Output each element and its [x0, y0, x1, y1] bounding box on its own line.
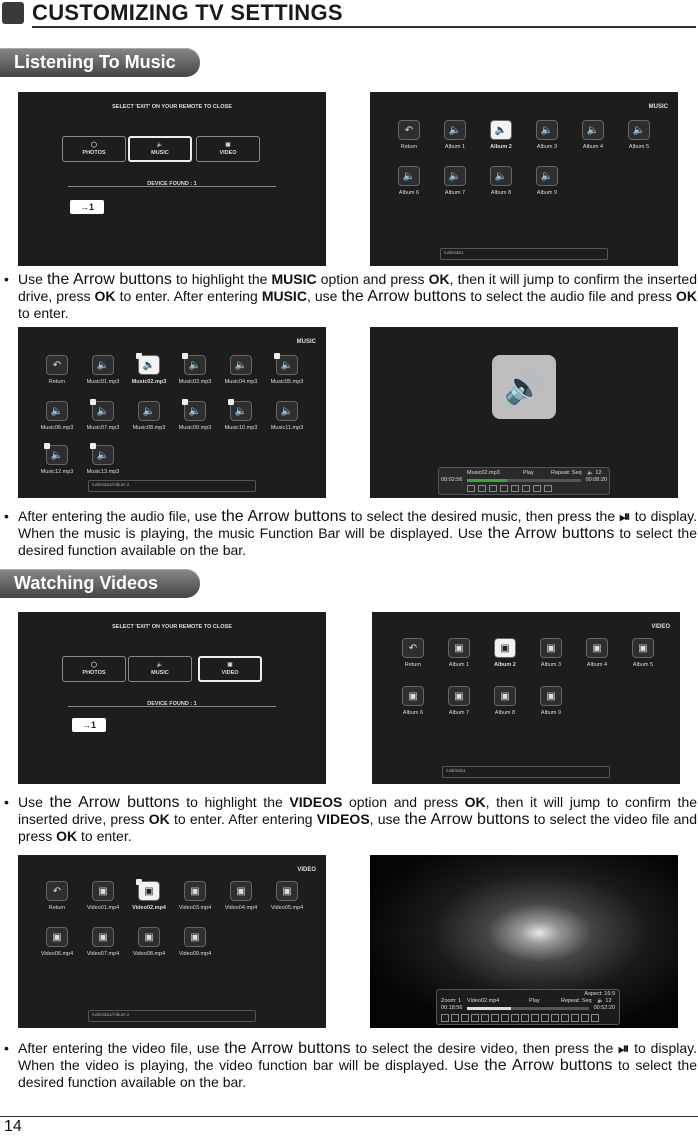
file-tile[interactable]: ▣	[184, 927, 206, 947]
album-label: Album 3	[536, 144, 558, 150]
text: OK	[148, 811, 170, 827]
file-label: Music08.mp3	[132, 425, 166, 431]
elapsed-time: 00:18:56	[441, 1005, 463, 1011]
volume: 🔈 12	[587, 470, 602, 476]
screen-album-grid-music	[370, 92, 678, 266]
usb-drive-icon[interactable]: → 1	[72, 718, 106, 732]
file-label: Music02.mp3	[131, 379, 167, 385]
volume: 🔈 12	[597, 998, 612, 1004]
text: the Arrow buttons	[341, 288, 467, 305]
file-tile[interactable]: 🔈	[230, 401, 252, 421]
text: After entering the audio file, use	[18, 508, 222, 524]
album-label: Album 3	[540, 662, 562, 668]
text: to enter. After entering	[169, 811, 317, 827]
check-icon	[90, 443, 96, 449]
album-label: Album 5	[628, 144, 650, 150]
screen-music-player	[370, 327, 678, 498]
file-label: Video07.mp4	[86, 951, 120, 957]
file-label: Video06.mp4	[40, 951, 74, 957]
progress-track[interactable]	[467, 479, 581, 482]
text: to select the desired music, then press the	[346, 508, 620, 524]
forward-button[interactable]	[511, 485, 519, 492]
device-found: DEVICE FOUND : 1	[147, 181, 197, 187]
album-7-tile[interactable]: 🔈	[444, 166, 466, 186]
footer-rule	[0, 1116, 698, 1117]
music-label: MUSIC	[151, 670, 169, 676]
screen-music-file-grid	[18, 327, 326, 498]
file-label: Music03.mp3	[178, 379, 212, 385]
bullet: •	[4, 508, 9, 524]
return-label: Return	[48, 379, 66, 385]
album-2-tile[interactable]: ▣	[494, 638, 516, 658]
album-label: Album 4	[582, 144, 604, 150]
text: to display. When the video is playing, the video function bar will be displayed. Use	[18, 1040, 698, 1073]
device-found: DEVICE FOUND : 1	[147, 701, 197, 707]
album-9-tile[interactable]: 🔈	[536, 166, 558, 186]
text: the Arrow buttons	[484, 1057, 613, 1074]
bullet: •	[4, 1040, 9, 1056]
page-title: CUSTOMIZING TV SETTINGS	[32, 0, 343, 25]
album-6-tile[interactable]: ▣	[402, 686, 424, 706]
album-2-tile[interactable]: 🔈	[490, 120, 512, 140]
file-tile[interactable]: 🔈	[276, 401, 298, 421]
total-time: 00:52:20	[593, 1005, 615, 1011]
exit-hint: SELECT 'EXIT' ON YOUR REMOTE TO CLOSE	[112, 624, 232, 630]
text: the Arrow buttons	[404, 811, 530, 828]
file-label: Music10.mp3	[224, 425, 258, 431]
file-label: Video08.mp4	[132, 951, 166, 957]
album-label: Album 5	[632, 662, 654, 668]
path-bar: /usb/sda1/Album 2	[88, 480, 256, 492]
page-header	[0, 0, 698, 28]
file-tile[interactable]: 🔈	[184, 401, 206, 421]
grid-header: VIDEO	[651, 624, 670, 630]
play-pause-icon: ⏯	[618, 1040, 630, 1056]
return-icon[interactable]: ↶	[46, 355, 68, 375]
music-label: MUSIC	[151, 150, 169, 156]
next-button[interactable]	[491, 1014, 499, 1022]
bullet: •	[4, 271, 9, 287]
screen-source-menu-video	[18, 612, 326, 784]
text: option and press	[342, 794, 465, 810]
progress-fill	[467, 1007, 511, 1010]
text: the Arrow buttons	[49, 794, 180, 811]
page-number: 14	[4, 1118, 22, 1135]
zoom-button[interactable]	[541, 1014, 549, 1022]
music-option[interactable]	[128, 136, 192, 162]
music-option[interactable]	[128, 656, 192, 682]
text: OK	[56, 828, 78, 844]
now-playing-file: Video02.mp4	[467, 998, 500, 1004]
repeat-mode: Repeat: Seq	[561, 998, 592, 1004]
aspect-button[interactable]	[551, 1014, 559, 1022]
paragraph-video-select	[4, 794, 698, 844]
file-label: Music12.mp3	[40, 469, 74, 475]
check-icon	[136, 879, 142, 885]
paragraph-music-play	[4, 508, 697, 558]
goto-button[interactable]	[581, 1014, 589, 1022]
check-icon	[274, 353, 280, 359]
photos-option[interactable]	[62, 136, 126, 162]
volume-value: 12	[605, 998, 612, 1004]
file-tile[interactable]: 🔈	[138, 355, 160, 375]
file-label: Video05.mp4	[270, 905, 304, 911]
check-icon	[228, 399, 234, 405]
path-bar: /usb/sda1	[442, 766, 610, 778]
text: the Arrow buttons	[487, 525, 615, 542]
file-tile[interactable]: ▣	[92, 881, 114, 901]
text: , then it will jump to confirm the inserted drive, press	[18, 794, 698, 827]
title-rule	[32, 26, 696, 28]
album-label: Album 1	[444, 144, 466, 150]
album-7-tile[interactable]: ▣	[448, 686, 470, 706]
file-tile[interactable]: ▣	[138, 927, 160, 947]
file-label: Music05.mp3	[270, 379, 304, 385]
file-tile[interactable]: ▣	[184, 881, 206, 901]
check-icon	[182, 353, 188, 359]
subtitle-button[interactable]	[521, 1014, 529, 1022]
next-button[interactable]	[522, 485, 530, 492]
video-function-bar	[436, 989, 620, 1025]
screen-album-grid-video	[372, 612, 680, 784]
text: to enter. After entering	[115, 288, 262, 304]
text: to select the audio file and press	[466, 288, 677, 304]
text: OK	[464, 794, 486, 810]
return-label: Return	[48, 905, 66, 911]
text: OK	[94, 288, 116, 304]
text: Use	[18, 794, 50, 810]
file-tile[interactable]: 🔈	[230, 355, 252, 375]
repeat-button[interactable]	[533, 485, 541, 492]
file-label: Video04.mp4	[224, 905, 258, 911]
return-icon[interactable]: ↶	[402, 638, 424, 658]
text: to select the desire video, then press the	[350, 1040, 619, 1056]
video-label: VIDEO	[219, 150, 237, 156]
text: the Arrow buttons	[221, 508, 347, 525]
album-label: Album 1	[448, 662, 470, 668]
text: to select the desired function available on the bar.	[18, 525, 697, 558]
text: to highlight the	[179, 794, 290, 810]
usb-count: 1	[90, 720, 96, 730]
text: to display. When the music is playing, the music Function Bar will be displayed. Use	[18, 508, 697, 541]
playlist-button[interactable]	[511, 1014, 519, 1022]
previous-button[interactable]	[489, 485, 497, 492]
album-3-tile[interactable]: ▣	[540, 638, 562, 658]
video-label: VIDEO	[221, 670, 239, 676]
file-label: Music11.mp3	[270, 425, 304, 431]
album-label: Album 8	[494, 710, 516, 716]
video-option[interactable]	[196, 136, 260, 162]
audio-track-button[interactable]	[531, 1014, 539, 1022]
photos-label: PHOTOS	[82, 150, 106, 156]
text: MUSIC	[261, 288, 307, 304]
file-label: Video01.mp4	[86, 905, 120, 911]
file-tile[interactable]: 🔈	[46, 445, 68, 465]
album-8-tile[interactable]: 🔈	[490, 166, 512, 186]
photos-label: PHOTOS	[82, 670, 106, 676]
album-9-tile[interactable]: ▣	[540, 686, 562, 706]
elapsed-time: 00:02:56	[441, 477, 463, 483]
text: to select the desired function available on the bar.	[18, 1057, 697, 1090]
total-time: 00:08:20	[585, 477, 607, 483]
album-label: Album 7	[444, 190, 466, 196]
paragraph-music-select	[4, 271, 698, 321]
file-label: Music04.mp3	[224, 379, 258, 385]
progress-track[interactable]	[467, 1007, 589, 1010]
file-label: Music07.mp3	[86, 425, 120, 431]
music-function-bar	[438, 467, 610, 495]
album-label: Album 7	[448, 710, 470, 716]
file-tile[interactable]: ▣	[92, 927, 114, 947]
file-tile[interactable]: 🔈	[92, 355, 114, 375]
file-tile[interactable]: ▣	[276, 881, 298, 901]
check-icon	[90, 399, 96, 405]
video-camera-icon: ▣	[227, 662, 233, 668]
text: the Arrow buttons	[224, 1040, 351, 1057]
previous-button[interactable]	[441, 1014, 449, 1022]
file-tile[interactable]: 🔈	[92, 445, 114, 465]
volume-value: 12	[595, 470, 602, 476]
title-marker	[2, 2, 24, 24]
text: to select the video file and press	[18, 811, 698, 844]
file-label: Music01.mp3	[86, 379, 120, 385]
forward-button[interactable]	[481, 1014, 489, 1022]
now-playing-file: Music02.mp3	[467, 470, 500, 476]
file-tile[interactable]: ▣	[46, 927, 68, 947]
file-label: Music09.mp3	[178, 425, 212, 431]
file-label: Video09.mp4	[178, 951, 212, 957]
rewind-button[interactable]	[500, 485, 508, 492]
usb-drive-icon[interactable]: → 1	[70, 200, 104, 214]
text: to enter.	[18, 305, 69, 321]
paragraph-video-play	[4, 1040, 698, 1090]
text: VIDEOS	[316, 811, 370, 827]
settings-button[interactable]	[561, 1014, 569, 1022]
file-tile[interactable]: 🔈	[184, 355, 206, 375]
album-4-tile[interactable]: 🔈	[582, 120, 604, 140]
path-bar: /usb/sda1/Album 2	[88, 1010, 256, 1022]
pause-button[interactable]	[461, 1014, 469, 1022]
album-label: Album 4	[586, 662, 608, 668]
control-buttons	[467, 485, 552, 492]
text: the Arrow buttons	[46, 271, 172, 288]
text: , then it will jump to confirm the inserted drive, press	[18, 271, 698, 304]
screen-video-file-grid	[18, 855, 326, 1028]
text: VIDEOS	[289, 794, 343, 810]
repeat-button[interactable]	[501, 1014, 509, 1022]
album-8-tile[interactable]: ▣	[494, 686, 516, 706]
rewind-button[interactable]	[451, 1014, 459, 1022]
check-icon	[182, 399, 188, 405]
info-button[interactable]	[544, 485, 552, 492]
text: OK	[428, 271, 450, 287]
album-3-tile[interactable]: 🔈	[536, 120, 558, 140]
album-label: Album 2	[494, 662, 516, 668]
grid-header: MUSIC	[296, 339, 316, 345]
text: to highlight the	[171, 271, 272, 287]
return-label: Return	[404, 662, 422, 668]
album-6-tile[interactable]: 🔈	[398, 166, 420, 186]
file-label: Music06.mp3	[40, 425, 74, 431]
album-label: Album 6	[402, 710, 424, 716]
album-label: Album 2	[490, 144, 512, 150]
zoom-level: Zoom: 1	[441, 998, 462, 1004]
text: Use	[18, 271, 47, 287]
file-label: Video02.mp4	[132, 905, 166, 911]
album-4-tile[interactable]: ▣	[586, 638, 608, 658]
aspect-ratio: Aspect: 16:9	[584, 991, 615, 997]
text: After entering the video file, use	[18, 1040, 225, 1056]
control-buttons	[441, 1014, 599, 1022]
bullet: •	[4, 794, 9, 810]
album-label: Album 8	[490, 190, 512, 196]
section-heading-music: Listening To Music	[0, 48, 200, 77]
album-5-tile[interactable]: ▣	[632, 638, 654, 658]
stop-button[interactable]	[471, 1014, 479, 1022]
text: , use	[369, 811, 405, 827]
file-tile[interactable]: 🔈	[92, 401, 114, 421]
play-state: Play	[529, 998, 540, 1004]
path-bar: /usb/sda1	[440, 248, 608, 260]
exit-hint: SELECT 'EXIT' ON YOUR REMOTE TO CLOSE	[112, 104, 232, 110]
add-button[interactable]	[571, 1014, 579, 1022]
play-state: Play	[523, 470, 534, 476]
return-label: Return	[400, 144, 418, 150]
video-camera-icon: ▣	[225, 142, 231, 148]
file-tile[interactable]: 🔈	[276, 355, 298, 375]
stop-button[interactable]	[478, 485, 486, 492]
file-label: Music13.mp3	[86, 469, 120, 475]
photos-option[interactable]	[62, 656, 126, 682]
album-label: Album 6	[398, 190, 420, 196]
file-label: Video03.mp4	[178, 905, 212, 911]
text: , use	[306, 288, 342, 304]
album-1-tile[interactable]: 🔈	[444, 120, 466, 140]
album-label: Album 9	[540, 710, 562, 716]
file-tile[interactable]: ▣	[138, 881, 160, 901]
file-tile[interactable]: 🔈	[138, 401, 160, 421]
check-icon	[136, 353, 142, 359]
progress-fill	[467, 479, 507, 482]
file-tile[interactable]: ▣	[230, 881, 252, 901]
grid-header: VIDEO	[297, 867, 316, 873]
pause-button[interactable]	[467, 485, 475, 492]
speaker-icon: 🔈	[156, 662, 164, 668]
text: option and press	[316, 271, 429, 287]
check-icon	[44, 443, 50, 449]
speaker-icon: 🔈	[156, 142, 164, 148]
grid-header: MUSIC	[648, 104, 668, 110]
play-pause-icon: ⏯	[619, 508, 631, 524]
camera-icon: ◯	[90, 142, 98, 148]
album-5-tile[interactable]: 🔈	[628, 120, 650, 140]
usb-count: 1	[88, 202, 94, 212]
info-button[interactable]	[591, 1014, 599, 1022]
video-option[interactable]	[198, 656, 262, 682]
text: MUSIC	[271, 271, 317, 287]
return-icon[interactable]: ↶	[398, 120, 420, 140]
camera-icon: ◯	[90, 662, 98, 668]
album-1-tile[interactable]: ▣	[448, 638, 470, 658]
repeat-mode: Repeat: Seq	[551, 470, 582, 476]
album-label: Album 9	[536, 190, 558, 196]
screen-video-player	[370, 855, 678, 1028]
file-tile[interactable]: 🔈	[46, 401, 68, 421]
section-heading-video: Watching Videos	[0, 569, 200, 598]
text: to enter.	[77, 828, 132, 844]
text: OK	[676, 288, 698, 304]
screen-source-menu-music	[18, 92, 326, 266]
return-icon[interactable]: ↶	[46, 881, 68, 901]
speaker-icon: 🔊	[492, 355, 556, 419]
